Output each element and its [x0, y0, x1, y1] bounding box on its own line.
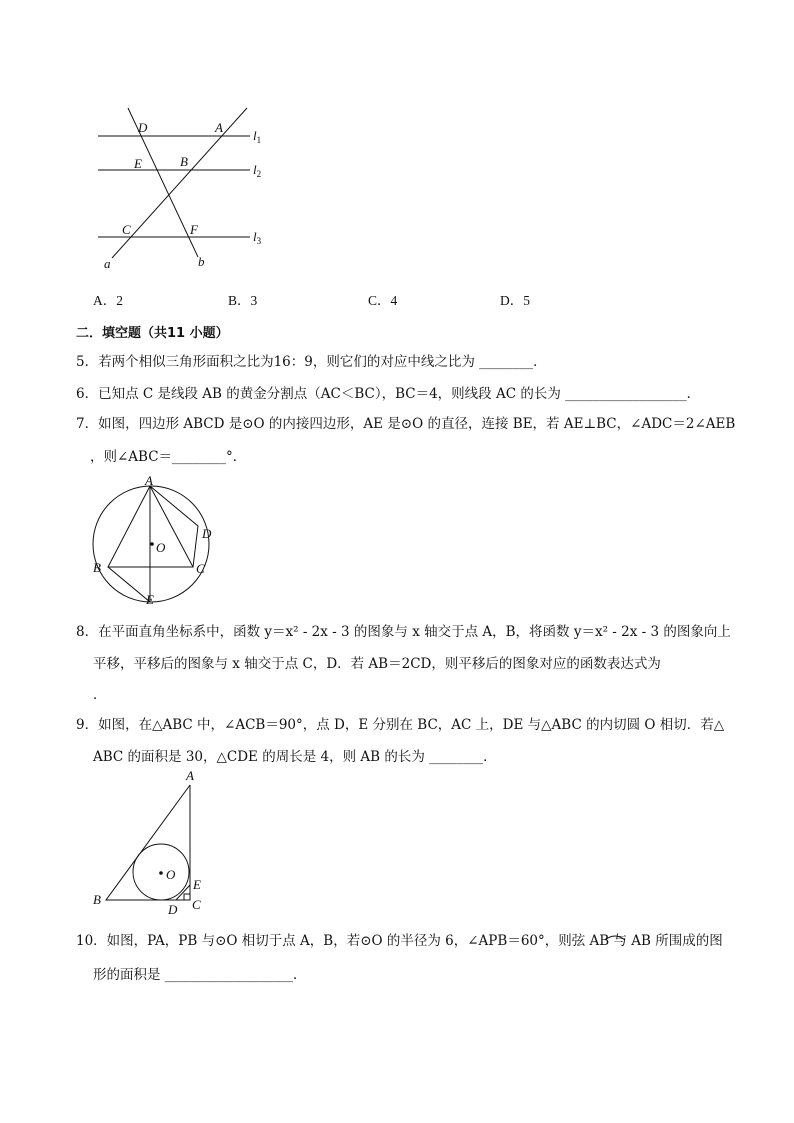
quadrilateral-abcd	[108, 486, 198, 567]
label-a: a	[104, 256, 111, 271]
label-B: B	[93, 560, 101, 575]
choice-d: D．5	[500, 293, 530, 308]
label-b: b	[198, 254, 205, 269]
label-D: D	[138, 120, 148, 135]
label-C: C	[196, 561, 205, 576]
question-9-line2: ABC 的面积是 30，△CDE 的周长是 4，则 AB 的长为 ________．	[93, 749, 497, 765]
section-title: 二．填空题（共11 小题）	[76, 326, 229, 341]
question-7-line1: 7．如图，四边形 ABCD 是⊙O 的内接四边形，AE 是⊙O 的直径，连接 BE，若 AE⊥BC，∠ADC＝2∠AEB	[76, 416, 736, 432]
label-E: E	[193, 877, 201, 892]
label-C: C	[192, 897, 201, 912]
question-9-line1: 9．如图，在△ABC 中，∠ACB＝90°，点 D，E 分别在 BC，AC 上，DE 与△ABC 的内切圆 O 相切．若△	[76, 717, 725, 733]
question-8-line1: 8．在平面直角坐标系中，函数 y＝x² - 2x - 3 的图象与 x 轴交于点 A，B，将函数 y＝x² - 2x - 3 的图象向上	[76, 624, 731, 640]
segment-be	[108, 567, 150, 602]
label-O: O	[156, 540, 166, 555]
label-O: O	[166, 867, 176, 882]
question-8-line2: 平移，平移后的图象与 x 轴交于点 C，D．若 AB＝2CD，则平移后的图象对应的函数表达式为	[93, 656, 661, 672]
label-l3: $l_3$	[253, 229, 262, 246]
segment-de	[176, 885, 190, 900]
choice-b: B．3	[228, 293, 258, 308]
choice-c: C．4	[368, 293, 398, 308]
label-B: B	[93, 892, 101, 907]
label-B: B	[180, 154, 188, 169]
label-F: F	[190, 222, 198, 237]
center-dot	[150, 542, 154, 546]
arc-symbol	[604, 926, 626, 934]
question-10-line2: 形的面积是 ___________________．	[93, 967, 307, 983]
question-8-line3: ．	[93, 687, 107, 703]
right-angle-mark	[184, 894, 190, 900]
line-a	[112, 108, 247, 258]
triangle-abc	[106, 785, 190, 900]
question-5: 5．若两个相似三角形面积之比为16：9，则它们的对应中线之比为 ________．	[76, 354, 547, 370]
question-6: 6．已知点 C 是线段 AB 的黄金分割点（AC＜BC），BC＝4，则线段 AC 的长为 __________________．	[76, 386, 701, 402]
label-E: E	[146, 592, 154, 607]
choice-a: A．2	[93, 293, 123, 308]
label-D: D	[168, 902, 178, 917]
label-C: C	[122, 222, 131, 237]
question-10-line1: 10．如图，PA，PB 与⊙O 相切于点 A，B，若⊙O 的半径为 6，∠APB＝60°，则弦 AB 与 AB 所围成的图	[76, 933, 723, 949]
label-A: A	[145, 473, 153, 488]
label-l1: $l_1$	[253, 128, 262, 145]
label-A: A	[186, 768, 194, 783]
figure-parallel-lines	[90, 100, 280, 275]
label-A: A	[215, 120, 223, 135]
label-l2: $l_2$	[253, 162, 262, 179]
question-7-line2: ，则∠ABC＝________°．	[90, 449, 247, 465]
label-E: E	[134, 156, 142, 171]
figure-circle-quadrilateral	[88, 472, 223, 612]
center-dot	[159, 871, 163, 875]
label-D: D	[202, 526, 212, 541]
figure-triangle-incircle	[90, 767, 220, 917]
